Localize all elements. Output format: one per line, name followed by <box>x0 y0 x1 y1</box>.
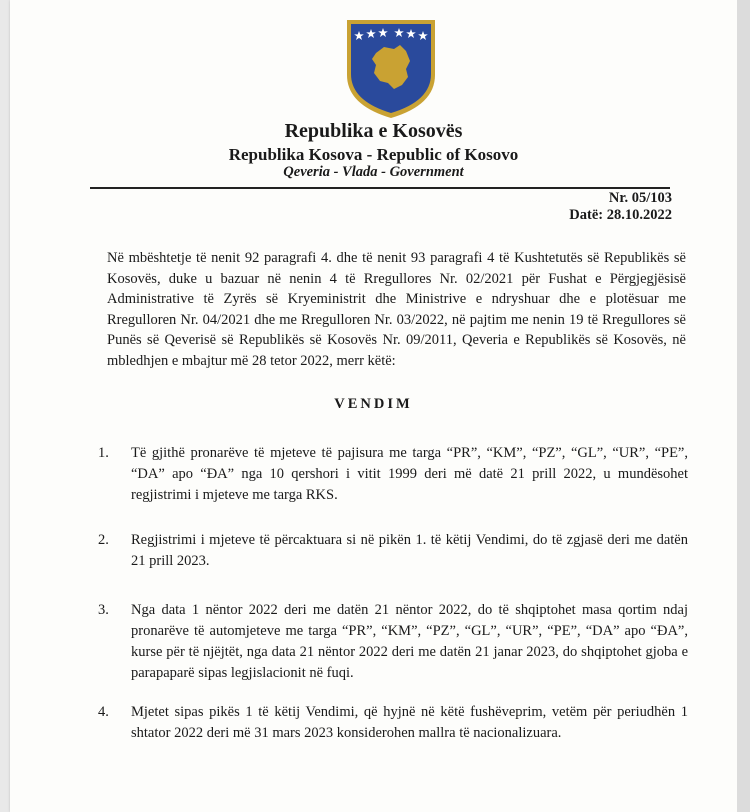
decision-date: Datë: 28.10.2022 <box>569 207 672 223</box>
list-item-number: 4. <box>98 704 109 720</box>
list-item-text: Mjetet sipas pikës 1 të këtij Vendimi, që hyjnë në këtë fushëveprim, vetëm për periudhën 1 shtator 2022 deri më 31 mars 2023 konsiderohen mallra të nacionalizuara. <box>131 704 688 741</box>
header-divider <box>90 187 670 189</box>
decision-number: Nr. 05/103 <box>608 190 672 206</box>
list-item <box>98 530 688 572</box>
government-name: Qeveria - Vlada - Government <box>283 164 464 180</box>
page-edge <box>737 0 750 812</box>
kosovo-coat-of-arms-icon <box>344 17 438 121</box>
decision-title: VENDIM <box>334 396 413 412</box>
document-page <box>10 0 737 812</box>
list-item <box>98 702 688 744</box>
country-name: Republika e Kosovës <box>284 120 463 142</box>
list-item <box>98 600 688 684</box>
list-item <box>98 443 688 506</box>
list-item-text: Regjistrimi i mjeteve të përcaktuara si në pikën 1. të këtij Vendimi, do të zgjasë deri me datën 21 prill 2023. <box>131 532 688 569</box>
list-item-number: 2. <box>98 532 109 548</box>
intro-paragraph: Në mbështetje të nenit 92 paragrafi 4. dhe të nenit 93 paragrafi 4 të Kushtetutës së Republikës së Kosovës, duke u bazuar në nenin 4 të Rregullores Nr. 02/2021 për Fushat e Përgjegjësisë Administrative të Zyrës së Kryeministrit dhe Ministrive e ndryshuar dhe e plotësuar me Rregulloren Nr. 04/2021 dhe me Rregulloren Nr. 03/2022, në pajtim me nenin 19 të Rregullores së Punës së Qeverisë së Republikës së Kosovës Nr. 09/2011, Qeveria e Republikës së Kosovës, në mbledhjen e mbajtur më 28 tetor 2022, merr këtë: <box>107 250 686 369</box>
list-item-number: 1. <box>98 445 109 461</box>
list-item-number: 3. <box>98 602 109 618</box>
list-item-text: Nga data 1 nëntor 2022 deri me datën 21 nëntor 2022, do të shqiptohet masa qortim ndaj pronarëve të automjeteve me targa “PR”, “KM”, “PZ”, “GL”, “UR”, “PE”, “DA” apo “ĐA”, kurse për të njëjtët, nga data 21 nëntor 2022 deri me datën 21 janar 2023, do shqiptohet gjoba e parapaparë sipas legjislacionit në fuqi. <box>131 602 688 681</box>
country-name-multilingual: Republika Kosova - Republic of Kosovo <box>228 145 519 164</box>
list-item-text: Të gjithë pronarëve të mjeteve të pajisura me targa “PR”, “KM”, “PZ”, “GL”, “UR”, “PE”, “DA” apo “ĐA” nga 10 qershori i vitit 1999 deri më datë 21 prill 2022, u mundësohet regjistrimi i mjeteve me targa RKS. <box>131 445 688 503</box>
